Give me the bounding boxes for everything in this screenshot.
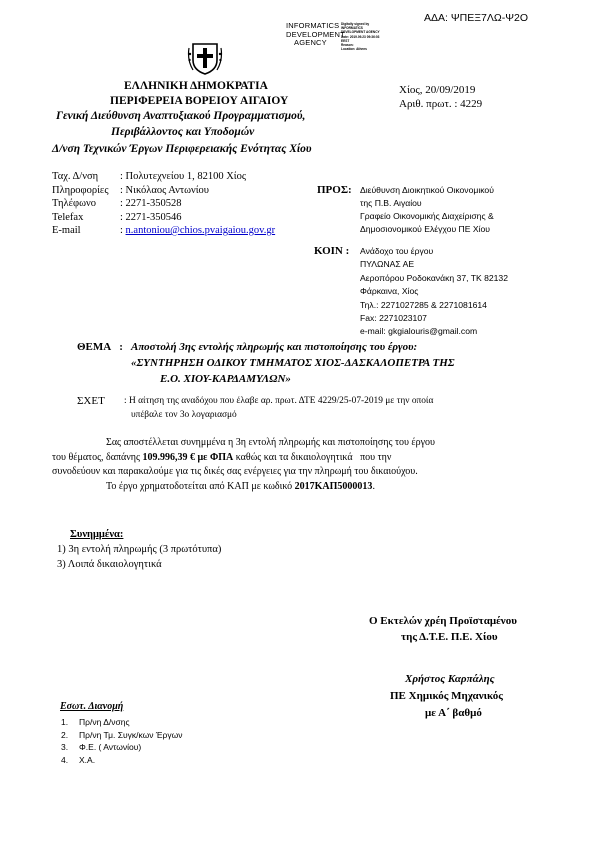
contact-label: Telefax: [52, 211, 84, 223]
cc-block: [360, 245, 508, 339]
internal-distribution-title: Εσωτ. Διανομή: [60, 701, 124, 712]
logo-small-line: Reason:: [341, 43, 354, 48]
cc-label: ΚΟΙΝ :: [314, 245, 350, 257]
contact-value: : Νικόλαος Αντωνίου: [120, 184, 210, 196]
cc-line: Αεροπόρου Ροδοκανάκη 37, ΤΚ 82132: [360, 272, 508, 283]
email-link[interactable]: n.antoniou@chios.pvaigaiou.gov.gr: [125, 225, 276, 236]
body-line: [52, 465, 550, 480]
attachments-list: [57, 543, 221, 572]
internal-item-text: Πρ/νη Τμ. Συγκ/κων Έργων: [79, 729, 183, 740]
subject-label-text: ΘΕΜΑ: [77, 341, 112, 353]
header-region: ΠΕΡΙΦΕΡΕΙΑ ΒΟΡΕΙΟΥ ΑΙΓΑΙΟΥ: [110, 95, 289, 107]
signatory-department: της Δ.Τ.Ε. Π.Ε. Χίου: [401, 631, 498, 643]
internal-item-num: 1.: [61, 717, 69, 727]
subject-line-1: Αποστολή 3ης εντολής πληρωμής και πιστοποίησης του έργου:: [131, 341, 418, 353]
contact-row: [52, 197, 275, 211]
related-line-2: υπέβαλε τον 3ο λογαριασμό: [131, 410, 237, 420]
recipient-line: της Π.Β. Αιγαίου: [360, 198, 422, 208]
logo-small-line: EEST: [341, 38, 350, 43]
related-label: ΣΧΕΤ: [77, 395, 105, 407]
subject-line-2: «ΣΥΝΤΗΡΗΣΗ ΟΔΙΚΟΥ ΤΜΗΜΑΤΟΣ ΧΙΟΣ-ΔΑΣΚΑΛΟΠΕΤΡΑ ΤΗΣ: [131, 357, 455, 369]
contact-row: [52, 184, 275, 198]
body-line-text: συνοδεύουν και παρακαλούμε για τις δικές σας ενέργειες για την πληρωμή του δικαιούχου.: [52, 466, 418, 477]
internal-item-text: Χ.Α.: [79, 754, 96, 765]
signature-logo-text: [286, 22, 345, 48]
signature-small-text: [341, 22, 380, 51]
internal-item-text: Φ.Ε. ( Αντωνίου): [79, 742, 142, 752]
funding-code: 2017ΚΑΠ5000013: [294, 480, 373, 492]
cc-line: Τηλ.: 2271027285 & 2271081614: [360, 299, 487, 310]
cc-line: Ανάδοχο του έργου: [360, 246, 434, 256]
protocol-number: Αριθ. πρωτ. : 4229: [399, 98, 483, 110]
contact-value: : 2271-350546: [120, 211, 182, 223]
logo-small-line: Digitally signed by: [341, 22, 370, 26]
related-line-1: : Η αίτηση της αναδόχου που έλαβε αρ. πρωτ. ΔΤΕ 4229/25-07-2019 με την οποία: [124, 396, 434, 406]
contact-row: [52, 170, 275, 184]
internal-item: [61, 754, 183, 767]
internal-item-num: 4.: [61, 754, 69, 765]
attachment-item: 1) 3η εντολή πληρωμής (3 πρωτότυπα): [57, 544, 222, 555]
subject-line-3: Ε.Ο. ΧΙΟΥ-ΚΑΡΔΑΜΥΛΩΝ»: [160, 373, 291, 385]
body-line-text: Το έργο χρηματοδοτείται από ΚΑΠ με κωδικό: [106, 480, 295, 492]
signatory-grade: με Α΄ βαθμό: [425, 707, 482, 719]
body-line: [52, 451, 550, 466]
contact-value: : Πολυτεχνείου 1, 82100 Χίος: [120, 171, 247, 182]
cc-line: Fax: 2271023107: [360, 313, 427, 324]
recipient-label: ΠΡΟΣ:: [317, 184, 352, 196]
logo-line: AGENCY: [294, 38, 327, 47]
payment-amount: 109.996,39 € με ΦΠΑ: [142, 451, 234, 463]
recipient-line: Γραφείο Οικονομικής Διαχείρισης &: [360, 211, 494, 221]
logo-line: INFORMATICS: [286, 21, 340, 30]
subject-colon: :: [119, 341, 123, 353]
body-line: [52, 436, 550, 451]
internal-item-num: 2.: [61, 729, 69, 740]
signatory-name: Χρήστος Καρπάλης: [405, 673, 495, 685]
contact-label: E-mail: [52, 225, 81, 236]
cc-line: Φάρκαινα, Χίος: [360, 286, 419, 297]
internal-item: [61, 716, 183, 729]
header-department: Δ/νση Τεχνικών Έργων Περιφερειακής Ενότητας Χίου: [52, 143, 312, 155]
contact-label: Πληροφορίες: [52, 184, 109, 196]
logo-small-line: DEVELOPMENT AGENCY: [341, 30, 380, 35]
contact-value: : 2271-350528: [120, 198, 182, 209]
cc-line: ΠΥΛΩΝΑΣ ΑΕ: [360, 259, 415, 270]
internal-item-text: Πρ/νη Δ/νσης: [79, 717, 130, 727]
body-paragraph: [52, 436, 550, 494]
internal-item: [61, 741, 183, 754]
body-line-text: Σας αποστέλλεται συνημμένα η 3η εντολή πληρωμής και πιστοποίησης του έργου: [106, 437, 435, 448]
date-line: Χίος, 20/09/2019: [399, 84, 476, 96]
signatory-role: Ο Εκτελών χρέη Προϊσταμένου: [369, 615, 517, 627]
contact-block: [52, 170, 275, 238]
cc-line: e-mail: gkgialouris@gmail.com: [360, 326, 478, 337]
signatory-title: ΠΕ Χημικός Μηχανικός: [390, 690, 503, 702]
recipient-line: Δημοσιονομικού Ελέγχου ΠΕ Χίου: [360, 224, 490, 234]
contact-row: [52, 224, 275, 238]
recipient-block: [360, 184, 494, 236]
contact-label: Τηλέφωνο: [52, 198, 96, 209]
logo-small-line: INFORMATICS: [341, 26, 363, 31]
coat-of-arms-emblem: [187, 40, 223, 76]
internal-item-num: 3.: [61, 742, 69, 752]
internal-distribution-list: [61, 716, 183, 766]
contact-row: [52, 211, 275, 225]
logo-small-line: Location: Athens: [341, 47, 367, 52]
body-line-text: .: [372, 480, 375, 492]
logo-line: DEVELOPMENT: [286, 29, 345, 39]
contact-value: :: [120, 225, 126, 236]
header-directorate: Γενική Διεύθυνση Αναπτυξιακού Προγραμματισμού,: [56, 110, 306, 122]
contact-label: Ταχ. Δ/νση: [52, 171, 99, 182]
body-line: [52, 480, 550, 495]
attachment-item: 3) Λοιπά δικαιολογητικά: [57, 558, 162, 570]
body-line-text: καθώς και τα δικαιολογητικά που την: [233, 451, 392, 463]
subject-label: [77, 341, 123, 353]
internal-item: [61, 729, 183, 742]
header-directorate-cont: Περιβάλλοντος και Υποδομών: [111, 126, 255, 138]
attachments-title: Συνημμένα:: [70, 529, 124, 540]
logo-small-line: Date: 2019.09.23 09:36:03: [341, 34, 380, 39]
header-republic: ΕΛΛΗΝΙΚΗ ΔΗΜΟΚΡΑΤΙΑ: [124, 80, 268, 92]
recipient-line: Διεύθυνση Διοικητικού Οικονομικού: [360, 185, 494, 195]
ada-code: ΑΔΑ: ΨΠΕΞ7ΛΩ-Ψ2Ο: [424, 12, 529, 24]
body-line-text: του θέματος, δαπάνης: [52, 451, 143, 463]
